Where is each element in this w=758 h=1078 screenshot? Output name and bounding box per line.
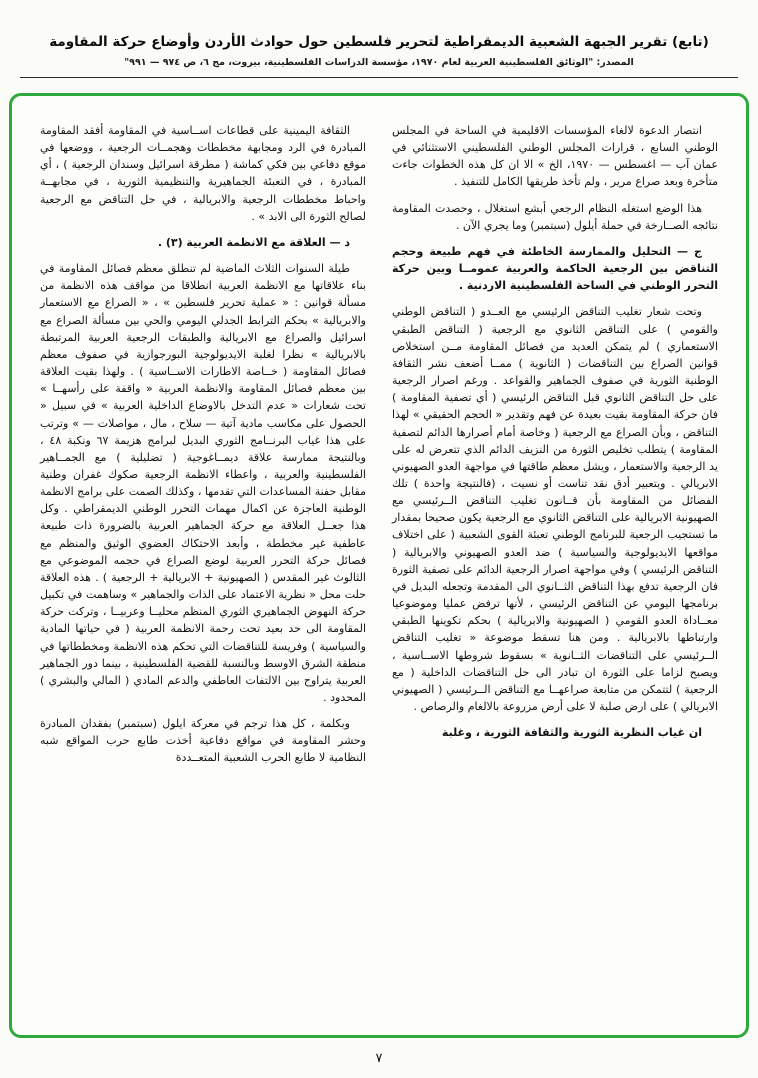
section-heading-jeem: ج — التحليل والممارسة الخاطئة في فهم طبيعة وحجم التناقض بين الرجعية الحاكمة والعربية عمومــا وبين حركة التحرر الوطني في الساحة الفلسطينية الاردنية . — [392, 244, 718, 293]
text-column-left — [40, 122, 366, 1017]
paragraph: وبكلمة ، كل هذا ترجم في معركة ايلول (سبتمبر) بفقدان المبادرة وحشر المقاومة في مواقع دفاعية أخذت طابع حرب المواقع شبه النظامية لا طابع الحرب الشعبية المتعــددة — [40, 717, 366, 765]
text-columns — [40, 122, 718, 1017]
document-title: (تابع) تقرير الجبهة الشعبية الديمقراطية لتحرير فلسطين حول حوادث الأردن وأوضاع حركة المقاومة — [49, 34, 709, 50]
section-heading-dal: د — العلاقة مع الانظمة العربية (٣) . — [157, 235, 350, 249]
header-divider — [20, 77, 738, 78]
paragraph: هذا الوضع استغله النظام الرجعي أبشع استغلال ، وحصدت المقاومة نتائجه الصــارخة في حملة أيلول (سبتمبر) وما يجري الآن . — [392, 201, 718, 232]
text-column-right — [392, 122, 718, 1017]
page-number: ٧ — [375, 1051, 383, 1066]
content-border-box — [9, 93, 749, 1038]
document-header — [0, 0, 758, 68]
paragraph: طيلة السنوات الثلاث الماضية لم تنطلق معظم فصائل المقاومة في بناء علاقاتها مع الانظمة العربية انطلاقا من مواقف هذه الانظمة من مسألة قوانين : « عملية تحرير فلسطين » ، « الصراع مع الاستعمار والابريالية » بحكم الترابط الجدلي اليومي والحي بين مسألة الصراع مع اسرائيل والصراع مع الابريالية والطبقات الرجعية العربية المرتبطة بالابريالية » نظرا لغلبة الايديولوجية البورجوازية في صفوف معظم فصائل المقاومة ( خــاصة الاطارات الاســاسية ) . ولهذا بقيت العلاقة بين معظم فصائل المقاومة والانظمة العربية « واقفة على رأسهــا » تحت شعارات « عدم التدخل بالاوضاع الداخلية العربية » في سبيل « الحصول على مكاسب مادية آتية — سلاح ، مال ، مواصلات — » وترتب على هذا غياب البرنــامج الثوري البديل لبرامج هزيمة ٦٧ ونكبة ٤٨ ، وبالنتيجة ممارسة علاقة ديمــاغوجية ( تضليلية ) مع الجمــاهير الفلسطينية والعربية ، واعطاء الانظمة الرجعية صكوك غفران وطنية مقابل حفنة المساعدات التي تقدمها ، وكذلك الصمت على برامج الانظمة الوطنية العاجزة عن اكمال مهمات التحرر الوطني الديمقراطي . وكل هذا جعــل العلاقة مع حركة الجماهير العربية بالضرورة ذات طبيعة عاطفية غير مخططة ، وأبعد الاحتكاك العضوي الوثيق والمنظم مع فصائل حركة التحرر العربية لوضع الصراع في حجمه الموضوعي مع الثالوث غير المقدس ( الصهيونية + الابريالية + الرجعية ) . هذه العلاقة حلت محل « نظرية الاعتماد على الذات والجماهير » وساهمت في تكبيل حركة النهوض الجماهيري الثوري المنظم محليــا وعربيــا ، وتركت حركة المقاومة الى حد بعيد تحت رحمة الانظمة العربية ( في حياتها المادية والسياسية ) وفريسة للتناقضات التي تحكم هذه الانظمة ومخططاتها في منطقة الشرق الاوسط وبالنسبة للقضية الفلسطينية ، بينما دور الجماهير العربية يتراوح بين الالتفات العاطفي والدعم المادي ( المالي والبشري ) المحدود . — [40, 262, 366, 704]
paragraph: وتحت شعار تغليب التناقض الرئيسي مع العــدو ( التناقض الوطني والقومي ) على التناقض الثانوي مع الرجعية ( التناقض الطبقي الاستعماري ) لم يتمكن العديد من فصائل المقاومة مــن استخلاص قوانين الصراع بين التناقضات ( الثانوية ) ممــا أضعف نشر الثقافة الوطنية الثورية في صفوف الجماهير والقواعد . ورغم اصرار الرجعية على حل التناقض الثانوي قبل التناقض الرئيسي ( أي تصفية المقاومة ) فان حركة المقاومة بقيت بعيدة عن فهم وتقدير « الحجم الحقيقي » لهذا التناقض ، وبأن الصراع مع الرجعية ( وخاصة أمام أصرارها الدائم لتصفية المقاومة ) يتطلب تخليص الثورة من النزيف الدائم الذي تتعرض له على يد الرجعية والاستعمار ، ويشل معظم طاقتها في مواجهة العدو الصهيوني الابريالي . وبتعبير أدق نقد تناست أو نسيت ، (فالنتيجة واحدة ) تلك الفصائل من المقاومة بأن قــانون تغليب التناقض الــرئيسي مع الصهيونية الابريالية على التناقض الثانوي مع الرجعية يكون صحيحا بمقدار ما تستجيب الرجعية للبرنامج الوطني تعبئة القوى الشعبية ( على اختلاف مواقعها الايديولوجية والسياسية ) ضد العدو الصهيوني والابريالية ( التناقض الرئيسي ) وفي مواجهة اصرار الرجعية الدائم على تصفية الثورة فان الرجعية تدفع بهذا التناقض الثــانوي الى المقدمة وتجعله البديل في برنامجها اليومي عن التناقض الرئيسي ، لأنها ترفض عمليا وموضوعيا معــاداة العدو القومي ( الصهيونية والابريالية ) بحكم تكوينها الطبقي وارتباطها بالابريالية . ومن هنا تسقط موضوعة « تغليب التناقض الــرئيسي على التناقضات الثــانوية » بسقوط شروطها الاســاسية ، ويصبح لزاما على الثورة ان تبادر الى حل التناقضات الداخلية ( مع الرجعية ) لتتمكن من متابعة صراعهــا مع التناقض الــرئيسي ( الصهيوني الابريالي ) على ارض صلبة لا على أرض مزروعة بالالغام والرصاص . — [392, 305, 718, 713]
source-line: المصدر: "الوثائق الفلسطينية العربية لعام ١٩٧٠، مؤسسة الدراسات الفلسطينية، بيروت، مج ٦، ص ٩٧٤ — ٩٩١" — [124, 57, 634, 68]
paragraph: الثقافة اليمينية على قطاعات اســاسية في المقاومة أفقد المقاومة المبادرة في الرد ومجابهة مخططات وهجمــات الرجعية ، ووضعها في موقع دفاعي بين فكي كماشة ( مطرقة اسرائيل وسندان الرجعية ) ، أي المبادرة ، في التعبئة الجماهيرية والتنظيمية الثورية ، في مجابهــة واحباط مخططات الرجعية والابريالية ، في حل التناقض مع الرجعية لصالح الثورة الى الابد » . — [40, 124, 366, 223]
paragraph: انتصار الدعوة لالغاء المؤسسات الاقليمية في الساحة في المجلس الوطني السابع ، قرارات المجلس الوطني الفلسطيني الاستثنائي في عمان آب — اغسطس — ١٩٧٠، الخ » الا ان كل هذه الخطوات جاءت متأخرة وبعد صراع مرير ، ولم تأخذ طريقها الكامل للتنفيذ . — [392, 124, 718, 189]
paragraph: ان غياب النظرية الثورية والثقافة الثورية ، وغلبة — [441, 726, 702, 740]
